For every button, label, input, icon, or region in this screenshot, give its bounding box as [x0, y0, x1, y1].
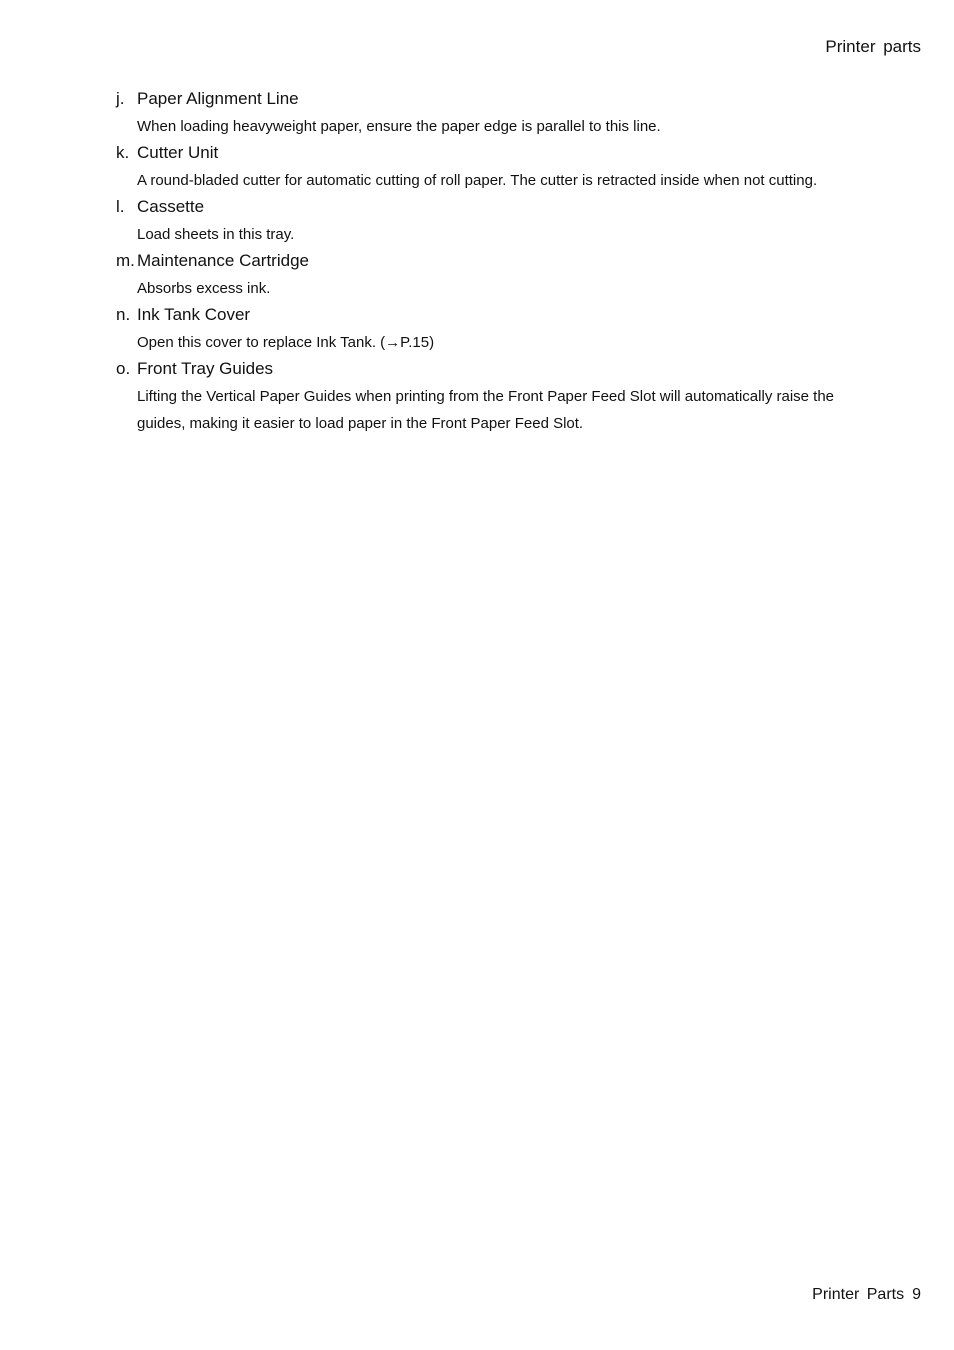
part-item-front-tray-guides — [116, 359, 886, 437]
part-item-cassette — [116, 197, 886, 248]
part-name: Paper Alignment Line — [137, 89, 299, 108]
part-item-cutter-unit — [116, 143, 886, 194]
part-heading — [116, 143, 886, 167]
part-description: When loading heavyweight paper, ensure the paper edge is parallel to this line. — [137, 118, 661, 135]
part-heading — [116, 251, 886, 275]
footer-section-label: Printer Parts — [812, 1286, 905, 1303]
page-number: 9 — [912, 1286, 921, 1303]
part-letter: j. — [116, 89, 125, 108]
parts-list — [116, 89, 886, 440]
part-letter: m. — [116, 251, 135, 270]
part-description: Absorbs excess ink. — [137, 280, 271, 297]
part-heading — [116, 359, 886, 383]
part-letter: n. — [116, 305, 131, 324]
part-heading — [116, 305, 886, 329]
part-item-paper-alignment-line — [116, 89, 886, 140]
part-description: Open this cover to replace Ink Tank. (→P.15) — [137, 334, 435, 351]
part-name: Cutter Unit — [137, 143, 219, 162]
part-letter: l. — [116, 197, 125, 216]
part-description: A round-bladed cutter for automatic cutting of roll paper. The cutter is retracted inside when not cutting. — [137, 172, 818, 189]
part-name: Ink Tank Cover — [137, 305, 251, 324]
page-footer — [812, 1286, 921, 1304]
part-name: Front Tray Guides — [137, 359, 274, 378]
part-letter: k. — [116, 143, 130, 162]
part-letter: o. — [116, 359, 131, 378]
part-description: Load sheets in this tray. — [137, 226, 295, 243]
part-name: Maintenance Cartridge — [137, 251, 309, 270]
running-header: Printer parts — [825, 37, 921, 56]
part-description: Lifting the Vertical Paper Guides when printing from the Front Paper Feed Slot will automatically raise the guides, making it easier to load paper in the Front Paper Feed Slot. — [137, 388, 835, 432]
part-heading — [116, 89, 886, 113]
part-item-ink-tank-cover — [116, 305, 886, 356]
part-name: Cassette — [137, 197, 205, 216]
part-heading — [116, 197, 886, 221]
part-item-maintenance-cartridge — [116, 251, 886, 302]
